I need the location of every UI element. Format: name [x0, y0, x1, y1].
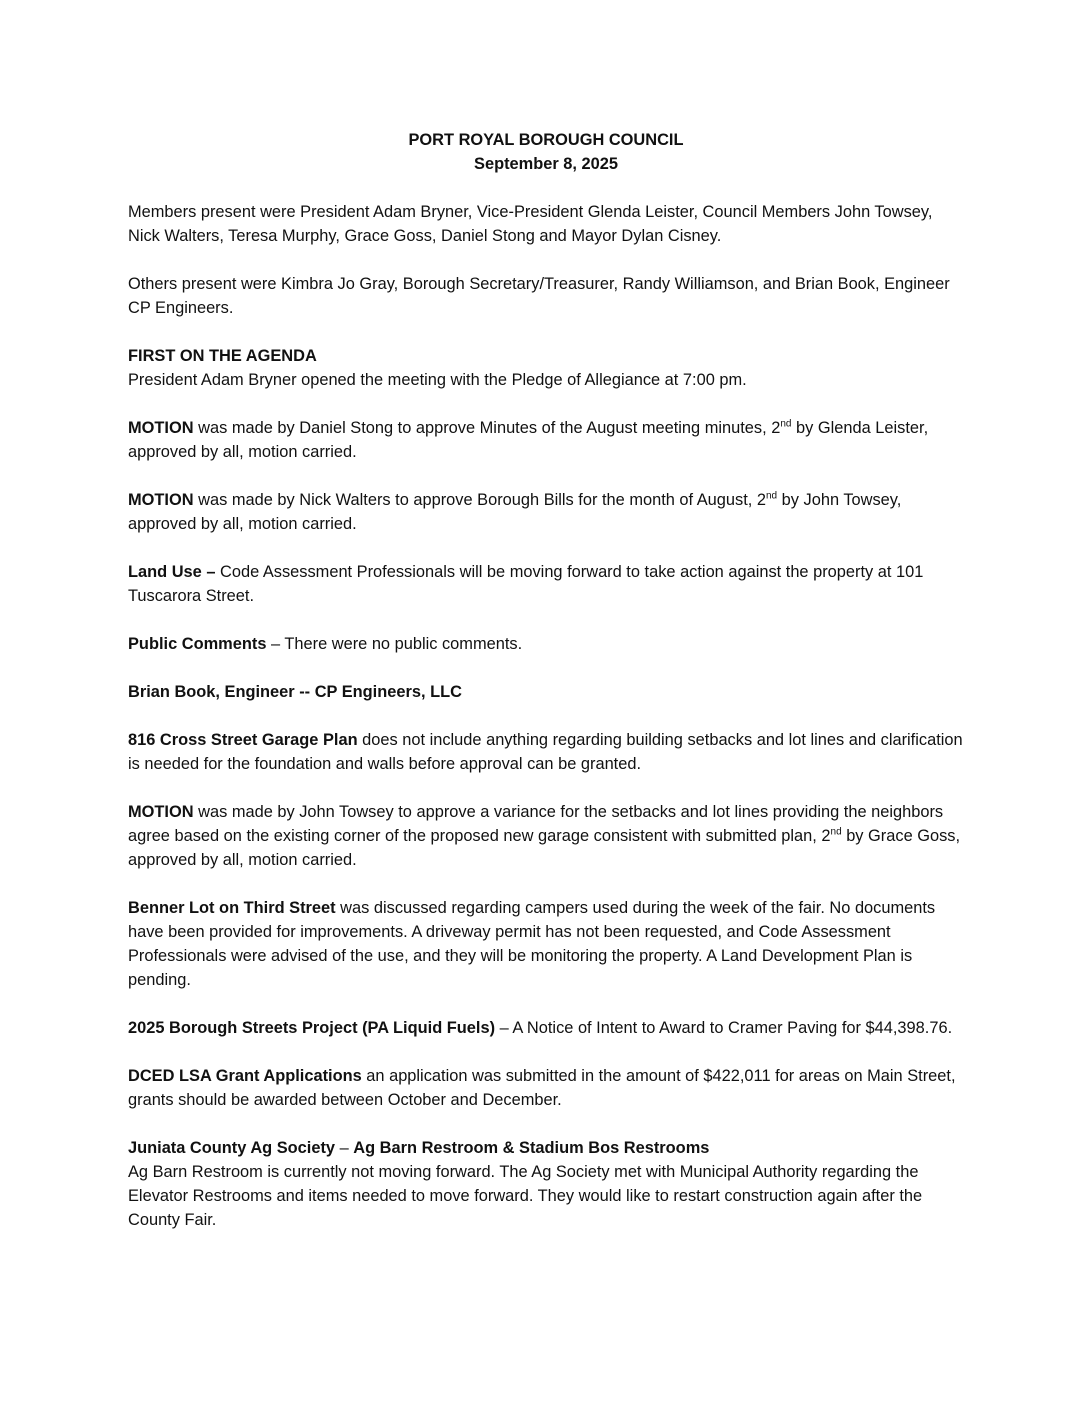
- streets-project: 2025 Borough Streets Project (PA Liquid Fuels) – A Notice of Intent to Award to Cramer Paving for $44,398.76.: [128, 1019, 953, 1037]
- agenda-heading: FIRST ON THE AGENDA: [128, 347, 317, 365]
- motion-variance: MOTION was made by John Towsey to approve a variance for the setbacks and lot lines providing the neighbors agree based on the existing corner of the proposed new garage consistent with submitted plan, 2nd by Grace Goss, approved by all, motion carried.: [128, 803, 961, 869]
- members-present: Members present were President Adam Bryner, Vice-President Glenda Leister, Council Members John Towsey, Nick Walters, Teresa Murphy, Grace Goss, Daniel Stong and Mayor Dylan Cisney.: [128, 203, 933, 245]
- meeting-date: September 8, 2025: [474, 155, 618, 173]
- benner-lot: Benner Lot on Third Street was discussed regarding campers used during the week of the fair. No documents have been provided for improvements. A driveway permit has not been requested, and Code Assessment Professionals were advised of the use, and they will be monitoring the property. A Land Development Plan is pending.: [128, 899, 936, 989]
- ag-society-heading: Juniata County Ag Society – Ag Barn Restroom & Stadium Bos Restrooms: [128, 1139, 710, 1157]
- land-use: Land Use – Code Assessment Professionals will be moving forward to take action against the property at 101 Tuscarora Street.: [128, 563, 924, 605]
- others-present: Others present were Kimbra Jo Gray, Borough Secretary/Treasurer, Randy Williamson, and Brian Book, Engineer CP Engineers.: [128, 275, 950, 317]
- motion-bills: MOTION was made by Nick Walters to approve Borough Bills for the month of August, 2nd by John Towsey, approved by all, motion carried.: [128, 490, 902, 533]
- garage-plan: 816 Cross Street Garage Plan does not include anything regarding building setbacks and lot lines and clarification is needed for the foundation and walls before approval can be granted.: [128, 731, 963, 773]
- agenda-text: President Adam Bryner opened the meeting with the Pledge of Allegiance at 7:00 pm.: [128, 371, 747, 389]
- dced-grant: DCED LSA Grant Applications an application was submitted in the amount of $422,011 for areas on Main Street, grants should be awarded between October and December.: [128, 1067, 956, 1109]
- ag-society-text: Ag Barn Restroom is currently not moving forward. The Ag Society met with Municipal Authority regarding the Elevator Restrooms and items needed to move forward. They would like to restart construction again after the County Fair.: [128, 1163, 923, 1229]
- engineer-heading: Brian Book, Engineer -- CP Engineers, LLC: [128, 683, 462, 701]
- motion-minutes: MOTION was made by Daniel Stong to approve Minutes of the August meeting minutes, 2nd by Glenda Leister, approved by all, motion carried.: [128, 418, 929, 461]
- public-comments: Public Comments – There were no public comments.: [128, 635, 523, 653]
- minutes-page: [128, 128, 964, 1232]
- document-title: PORT ROYAL BOROUGH COUNCIL: [408, 131, 684, 149]
